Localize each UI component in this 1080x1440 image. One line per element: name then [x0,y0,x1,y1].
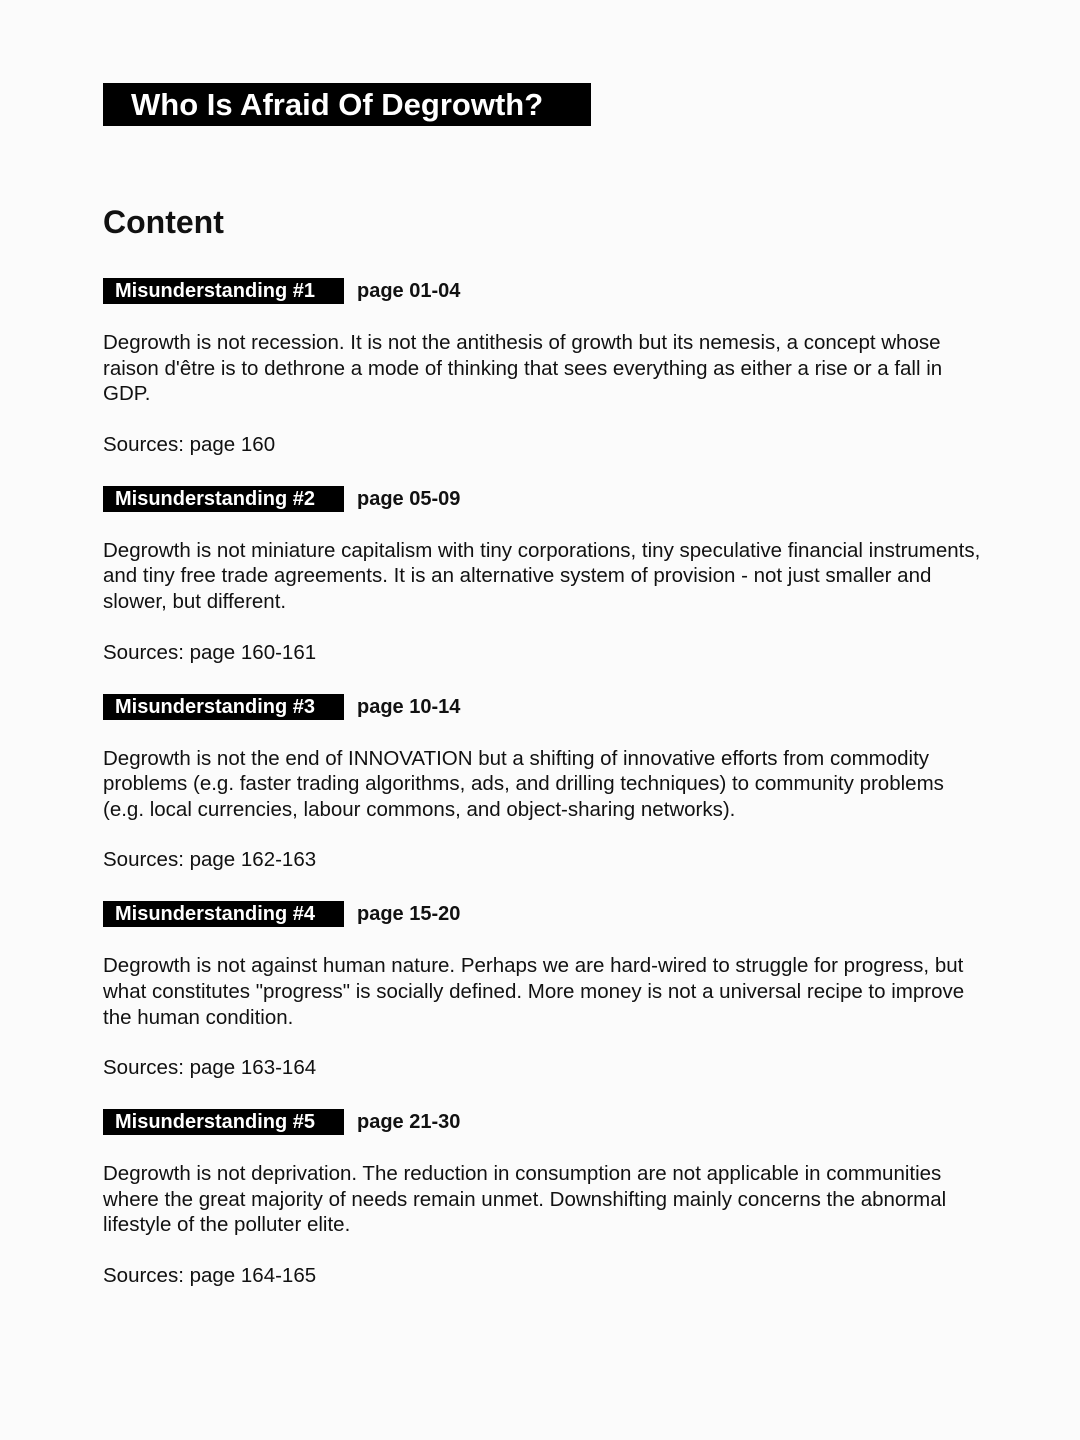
document-title: Who Is Afraid Of Degrowth? [103,83,591,126]
section-misunderstanding-4 [103,901,983,1081]
section-page-range: page 01-04 [357,280,461,302]
section-description: Degrowth is not the end of INNOVATION but a shifting of innovative efforts from commodity problems (e.g. faster trading algorithms, ads, and drilling techniques) to community problems (e.g. local currencies, labour commons, and object-sharing networks). [103,746,944,821]
section-label-badge: Misunderstanding #3 [103,694,344,720]
section-header [103,1109,983,1135]
section-sources: Sources: page 164-165 [103,1263,317,1287]
content-heading: Content [103,204,224,240]
section-page-range: page 05-09 [357,487,461,510]
section-label-badge: Misunderstanding #5 [103,1109,344,1135]
section-description: Degrowth is not miniature capitalism with tiny corporations, tiny speculative financial instruments, and tiny free trade agreements. It is an alternative system of provision - not just smaller and slower, but different. [103,538,981,613]
section-label-badge: Misunderstanding #4 [103,901,344,927]
section-page-range: page 21-30 [357,1111,461,1134]
section-description: Degrowth is not against human nature. Perhaps we are hard-wired to struggle for progress, but what constitutes "progress" is socially defined. More money is not a universal recipe to improve the human condition. [103,954,965,1029]
section-label-badge: Misunderstanding #1 [103,278,344,304]
section-sources: Sources: page 160-161 [103,640,317,664]
section-header [103,694,983,720]
contents-list [103,278,983,1317]
section-page-range: page 10-14 [357,695,461,718]
section-description: Degrowth is not deprivation. The reduction in consumption are not applicable in communities where the great majority of needs remain unmet. Downshifting mainly concerns the abnormal lifestyle of the polluter elite. [103,1162,947,1237]
section-header [103,278,983,304]
section-sources: Sources: page 160 [103,432,276,456]
section-header [103,486,983,512]
section-sources: Sources: page 163-164 [103,1056,317,1080]
section-misunderstanding-3 [103,694,983,874]
section-label-badge: Misunderstanding #2 [103,486,344,512]
section-sources: Sources: page 162-163 [103,848,317,872]
section-header [103,901,983,927]
section-page-range: page 15-20 [357,903,461,926]
section-misunderstanding-1 [103,278,983,458]
section-misunderstanding-2 [103,486,983,666]
section-description: Degrowth is not recession. It is not the antithesis of growth but its nemesis, a concept whose raison d'être is to dethrone a mode of thinking that sees everything as either a rise or a fall in GDP. [103,331,943,406]
section-misunderstanding-5 [103,1109,983,1289]
